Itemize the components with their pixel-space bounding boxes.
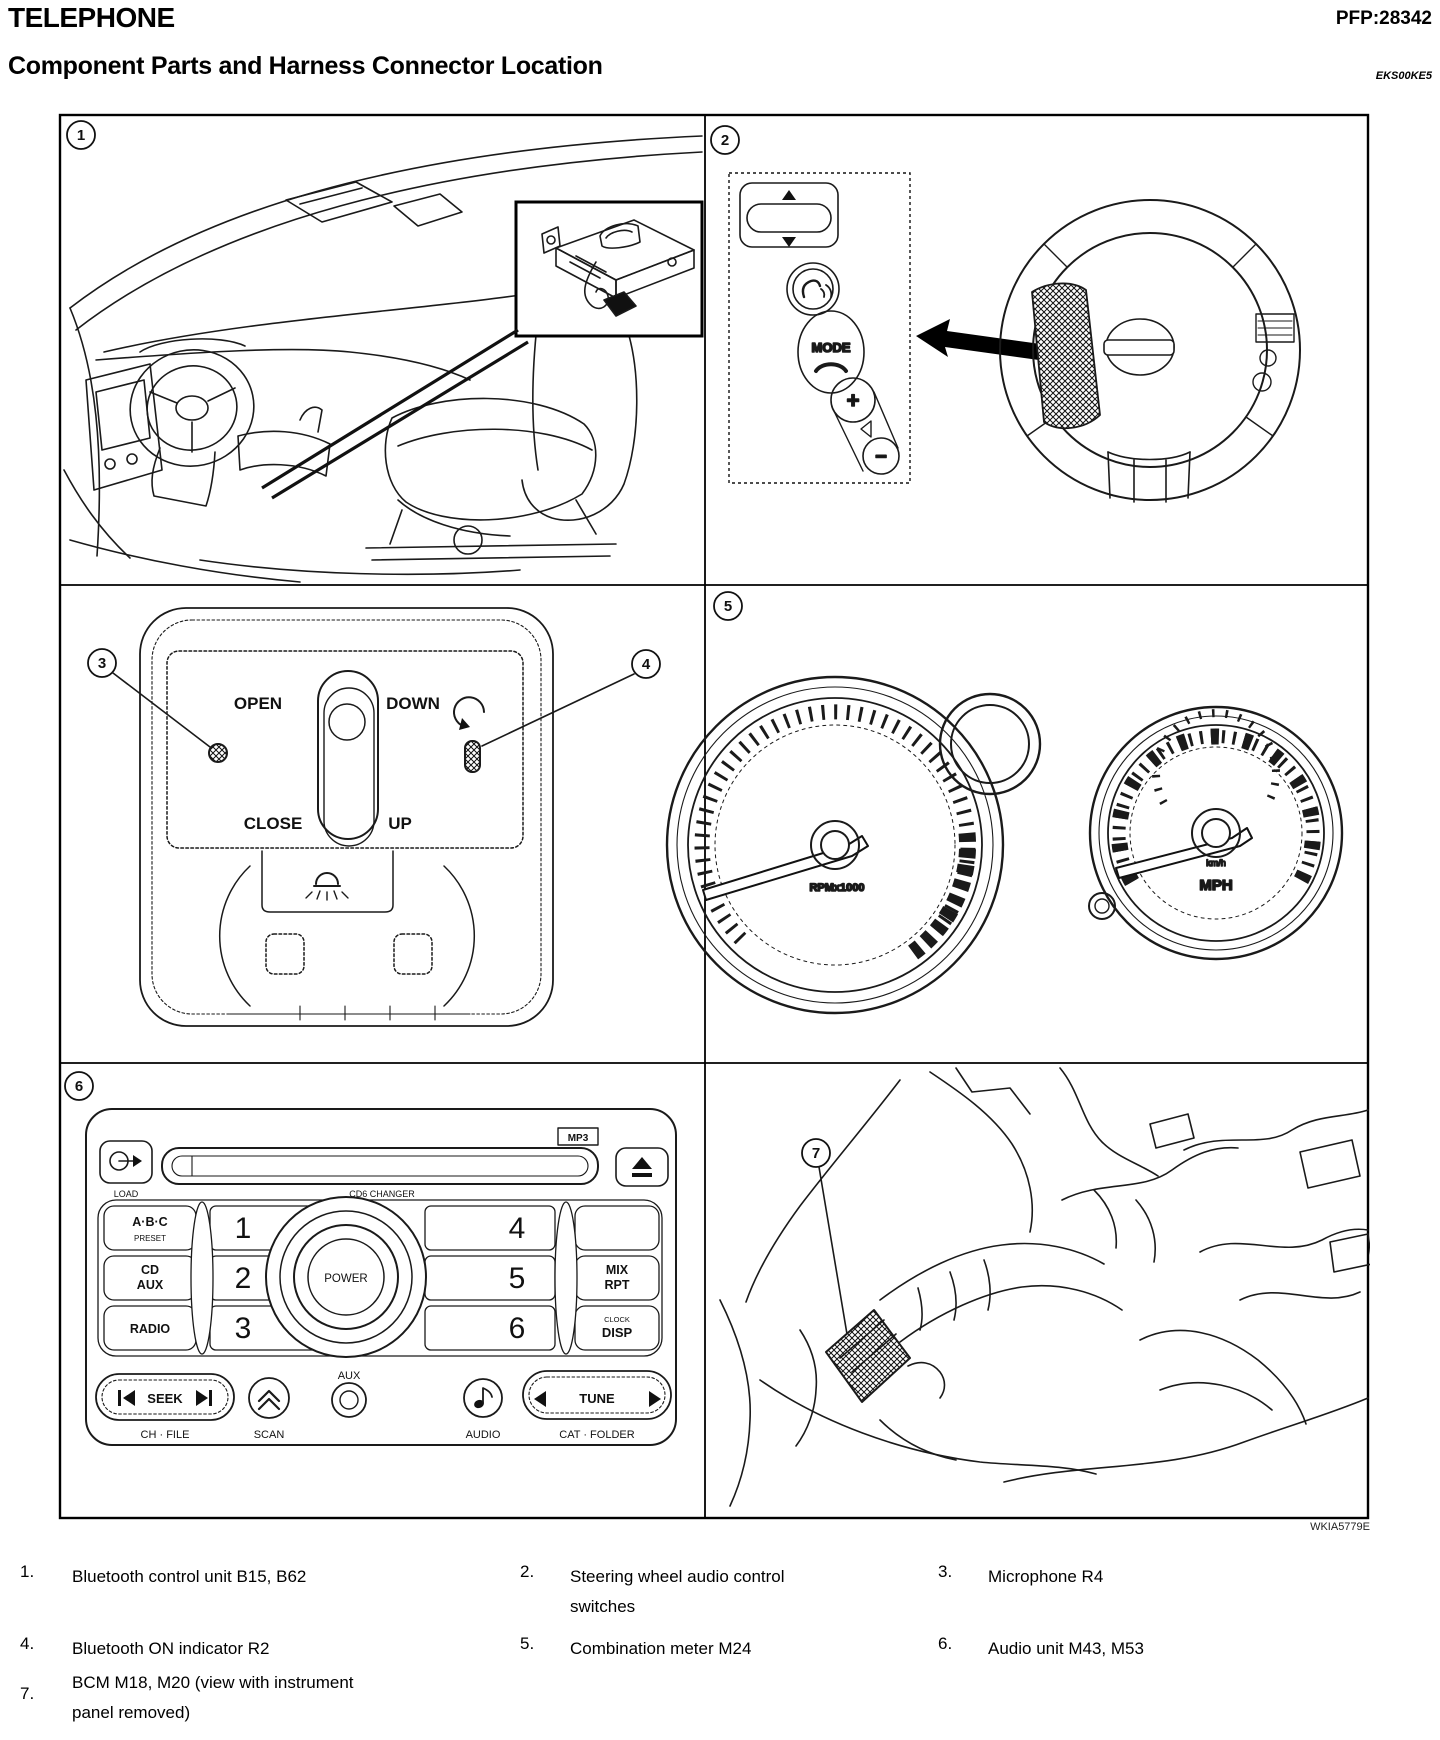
legend-no-3: 3. (938, 1562, 953, 1581)
leader-line-indicator (482, 674, 634, 746)
svg-text:2: 2 (720, 132, 730, 149)
aux-src-label: AUX (136, 1278, 164, 1292)
cd-slot (162, 1148, 598, 1184)
legend-no-7: 7. (20, 1684, 35, 1703)
preset-key-1: 1 (234, 1212, 252, 1245)
svg-text:5: 5 (723, 598, 733, 615)
load-button (100, 1141, 152, 1183)
panel-audio-unit (65, 1072, 676, 1445)
marker-5 (714, 592, 742, 620)
preset-key-2: 2 (234, 1262, 252, 1295)
legend-no-5: 5. (520, 1634, 535, 1653)
label-close: CLOSE (243, 814, 303, 833)
load-label: LOAD (113, 1189, 139, 1199)
power-label: POWER (324, 1273, 368, 1285)
image-code: WKIA5779E (1310, 1521, 1370, 1533)
label-up: UP (388, 814, 412, 833)
legend-item-1: Bluetooth control unit B15, B62 (72, 1567, 307, 1586)
bcm-area-illustration (720, 1068, 1370, 1506)
aux-jack-label: AUX (337, 1370, 361, 1382)
svg-text:MODE: MODE (811, 340, 851, 355)
aux-jack (332, 1383, 366, 1417)
bcm-hatched (826, 1310, 910, 1402)
legend-item-2: Steering wheel audio control switches (570, 1567, 785, 1616)
mph-label: MPH (1199, 877, 1233, 894)
changer-label: CD6 CHANGER (349, 1189, 415, 1199)
switch-detail-box (729, 173, 910, 483)
svg-text:+: + (846, 388, 860, 413)
seek-label: SEEK (147, 1391, 183, 1406)
pfp-number: PFP:28342 (1335, 8, 1432, 29)
tach-label: RPMx1000 (809, 882, 865, 894)
page-title: TELEPHONE (8, 2, 175, 33)
section-title: Component Parts and Harness Connector Location (8, 52, 603, 80)
tune-label: TUNE (579, 1391, 615, 1406)
marker-4 (632, 650, 660, 678)
preset-key-4: 4 (508, 1212, 526, 1245)
legend-item-3: Microphone R4 (988, 1567, 1104, 1586)
volume-switch (831, 378, 899, 474)
legend-no-2: 2. (520, 1562, 535, 1581)
microphone-dot (209, 744, 227, 762)
clock-label: CLOCK (604, 1315, 630, 1324)
component-location-figure (58, 113, 1370, 1520)
svg-text:3: 3 (97, 655, 107, 672)
lamp-icon (306, 873, 348, 900)
marker-6 (65, 1072, 93, 1100)
mp3-label: MP3 (567, 1133, 589, 1144)
legend-no-4: 4. (20, 1634, 35, 1653)
marker-2 (711, 126, 739, 154)
legend-item-4: Bluetooth ON indicator R2 (72, 1639, 270, 1658)
svg-text:−: − (875, 446, 887, 468)
mode-end-button (798, 311, 864, 393)
preset-key-3: 3 (234, 1312, 252, 1345)
tachometer (667, 677, 1003, 1013)
rotate-arrow-icon (454, 697, 484, 726)
ch-file-label: CH · FILE (140, 1429, 190, 1441)
panel-bcm (720, 1068, 1370, 1506)
svg-text:1: 1 (76, 127, 86, 144)
disp-label: DISP (601, 1325, 633, 1340)
overhead-console-illustration (140, 608, 553, 1026)
svg-text:4: 4 (641, 656, 651, 673)
kmh-label: km/h (1206, 858, 1226, 868)
switch-pod-hatched (1032, 283, 1100, 428)
marker-7 (802, 1139, 830, 1167)
label-down: DOWN (386, 694, 440, 713)
steering-wheel-illustration (1000, 200, 1300, 502)
legend-item-7: BCM M18, M20 (view with instrument panel removed) (72, 1673, 354, 1722)
svg-text:7: 7 (811, 1145, 821, 1162)
bluetooth-on-indicator (465, 741, 480, 772)
preset-key-5: 5 (508, 1262, 526, 1295)
leader-line (262, 330, 528, 498)
panel-steering-switches (711, 126, 1300, 502)
speaker-icon (861, 421, 871, 437)
legend-item-6: Audio unit M43, M53 (988, 1639, 1144, 1658)
svg-text:6: 6 (74, 1078, 84, 1095)
legend-item-5: Combination meter M24 (570, 1639, 752, 1658)
legend-no-6: 6. (938, 1634, 953, 1653)
preset-label: PRESET (133, 1234, 167, 1243)
cd-label: CD (140, 1263, 160, 1277)
pointer-arrow (916, 319, 1048, 361)
speedometer (1089, 707, 1342, 959)
radio-label: RADIO (129, 1322, 171, 1336)
legend-no-1: 1. (20, 1562, 35, 1581)
preset-key-6: 6 (508, 1312, 526, 1345)
label-open: OPEN (233, 694, 283, 713)
panel-combination-meter (667, 592, 1342, 1013)
marker-3 (88, 649, 116, 677)
leader-line-mic (113, 673, 210, 747)
abc-label: A·B·C (132, 1215, 168, 1229)
phone-voice-button (787, 263, 839, 315)
marker-1 (67, 121, 95, 149)
section-code: EKS00KE5 (1375, 70, 1432, 82)
panel-overhead-console (88, 608, 660, 1026)
cat-folder-label: CAT · FOLDER (559, 1429, 635, 1441)
seek-switch (740, 183, 838, 247)
speed-needle (1116, 828, 1252, 878)
scan-label: SCAN (253, 1429, 285, 1441)
mix-label: MIX (605, 1263, 629, 1277)
audio-label: AUDIO (465, 1429, 501, 1441)
panel-bluetooth-control-unit (64, 121, 702, 582)
rpt-label: RPT (604, 1278, 630, 1292)
